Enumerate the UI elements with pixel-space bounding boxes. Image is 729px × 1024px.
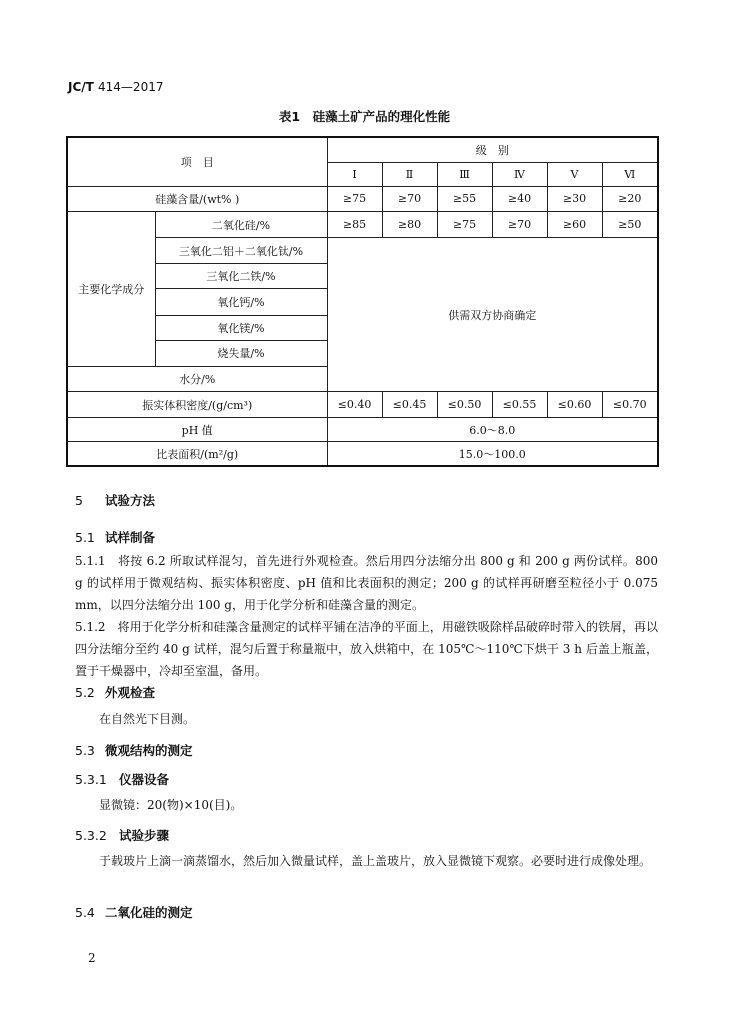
table-row	[67, 211, 658, 237]
section-5-3-1-heading: 5.3.1 仪器设备	[75, 772, 170, 787]
table-row	[67, 238, 658, 264]
table-row	[67, 391, 658, 417]
cell: ≤0.50	[437, 391, 492, 417]
section-5-3-2-heading: 5.3.2 试验步骤	[75, 828, 170, 843]
cell: ≥40	[492, 186, 547, 211]
cell: ≤0.60	[547, 391, 602, 417]
sio2-label: 二氧化硅/%	[155, 211, 327, 237]
section-5-heading: 5 试验方法	[75, 493, 156, 508]
table-row	[67, 418, 658, 442]
cao-label: 氧化钙/%	[155, 289, 327, 315]
paragraph-5-1-2: 5.1.2 将用于化学分析和硅藻含量测定的试样平铺在洁净的平面上，用磁铁吸除样品破碎时带入的铁屑，再以四分法缩分至约 40 g 试样，混匀后置于称量瓶中，放入烘箱中，在 105℃～110℃下烘干 3 h 后盖上瓶盖，置于干燥器中，冷却至室温，备用。	[75, 620, 658, 678]
loi-label: 烧失量/%	[155, 340, 327, 366]
grade-6: Ⅵ	[602, 162, 658, 186]
ssa-value: 15.0～100.0	[327, 442, 658, 466]
cell: ≥70	[492, 211, 547, 237]
item-header: 项 目	[67, 137, 327, 186]
cell: ≥50	[602, 211, 658, 237]
negotiated-cell: 供需双方协商确定	[327, 238, 658, 392]
page-number: 2	[88, 951, 96, 965]
cell: ≥80	[382, 211, 437, 237]
grade-header: 级 别	[327, 137, 658, 162]
table-caption: 表1 硅藻土矿产品的理化性能	[278, 109, 451, 124]
al2o3-label: 三氧化二铝＋二氧化钛/%	[155, 238, 327, 264]
cell: ≥75	[327, 186, 382, 211]
ph-value: 6.0～8.0	[327, 418, 658, 442]
cell: ≥70	[382, 186, 437, 211]
grade-2: Ⅱ	[382, 162, 437, 186]
paragraph-5-2: 在自然光下目测。	[99, 712, 196, 726]
cell: ≥30	[547, 186, 602, 211]
section-5-2-heading: 5.2 外观检查	[75, 685, 156, 700]
table-row	[67, 442, 658, 466]
grade-4: Ⅳ	[492, 162, 547, 186]
table-row	[67, 186, 658, 211]
paragraph-5-3-2: 于载玻片上滴一滴蒸馏水，然后加入微量试样，盖上盖玻片，放入显微镜下观察。必要时进行成像处理。	[99, 854, 652, 868]
diatom-label: 硅藻含量/(wt% )	[67, 186, 327, 211]
group-label: 主要化学成分	[67, 211, 155, 366]
section-5-1-heading: 5.1 试样制备	[75, 530, 156, 545]
cell: ≥55	[437, 186, 492, 211]
properties-table	[66, 136, 659, 467]
fe2o3-label: 三氧化二铁/%	[155, 264, 327, 289]
cell: ≤0.40	[327, 391, 382, 417]
cell: ≤0.70	[602, 391, 658, 417]
tap-density-label: 振实体积密度/(g/cm³)	[67, 391, 327, 417]
paragraph-5-1-1: 5.1.1 将按 6.2 所取试样混匀，首先进行外观检查。然后用四分法缩分出 800 g 和 200 g 两份试样。800 g 的试样用于微观结构、振实体积密度、pH 值和比表面积的测定；200 g 的试样再研磨至粒径小于 0.075 mm，以四分法缩分出 100 g，用于化学分析和硅藻含量的测定。	[75, 554, 658, 612]
cell: ≤0.45	[382, 391, 437, 417]
ssa-label: 比表面积/(m²/g)	[67, 442, 327, 466]
paragraph-5-3-1: 显微镜：20(物)×10(目)。	[99, 798, 243, 812]
moisture-label: 水分/%	[67, 366, 327, 391]
mgo-label: 氧化镁/%	[155, 315, 327, 340]
cell: ≤0.55	[492, 391, 547, 417]
section-5-3-heading: 5.3 微观结构的测定	[75, 743, 193, 758]
ph-label: pH 值	[67, 418, 327, 442]
cell: ≥85	[327, 211, 382, 237]
grade-3: Ⅲ	[437, 162, 492, 186]
cell: ≥60	[547, 211, 602, 237]
standard-code: JC/T 414—2017	[68, 80, 164, 94]
grade-5: Ⅴ	[547, 162, 602, 186]
grade-1: Ⅰ	[327, 162, 382, 186]
section-5-4-heading: 5.4 二氧化硅的测定	[75, 905, 193, 920]
cell: ≥75	[437, 211, 492, 237]
cell: ≥20	[602, 186, 658, 211]
